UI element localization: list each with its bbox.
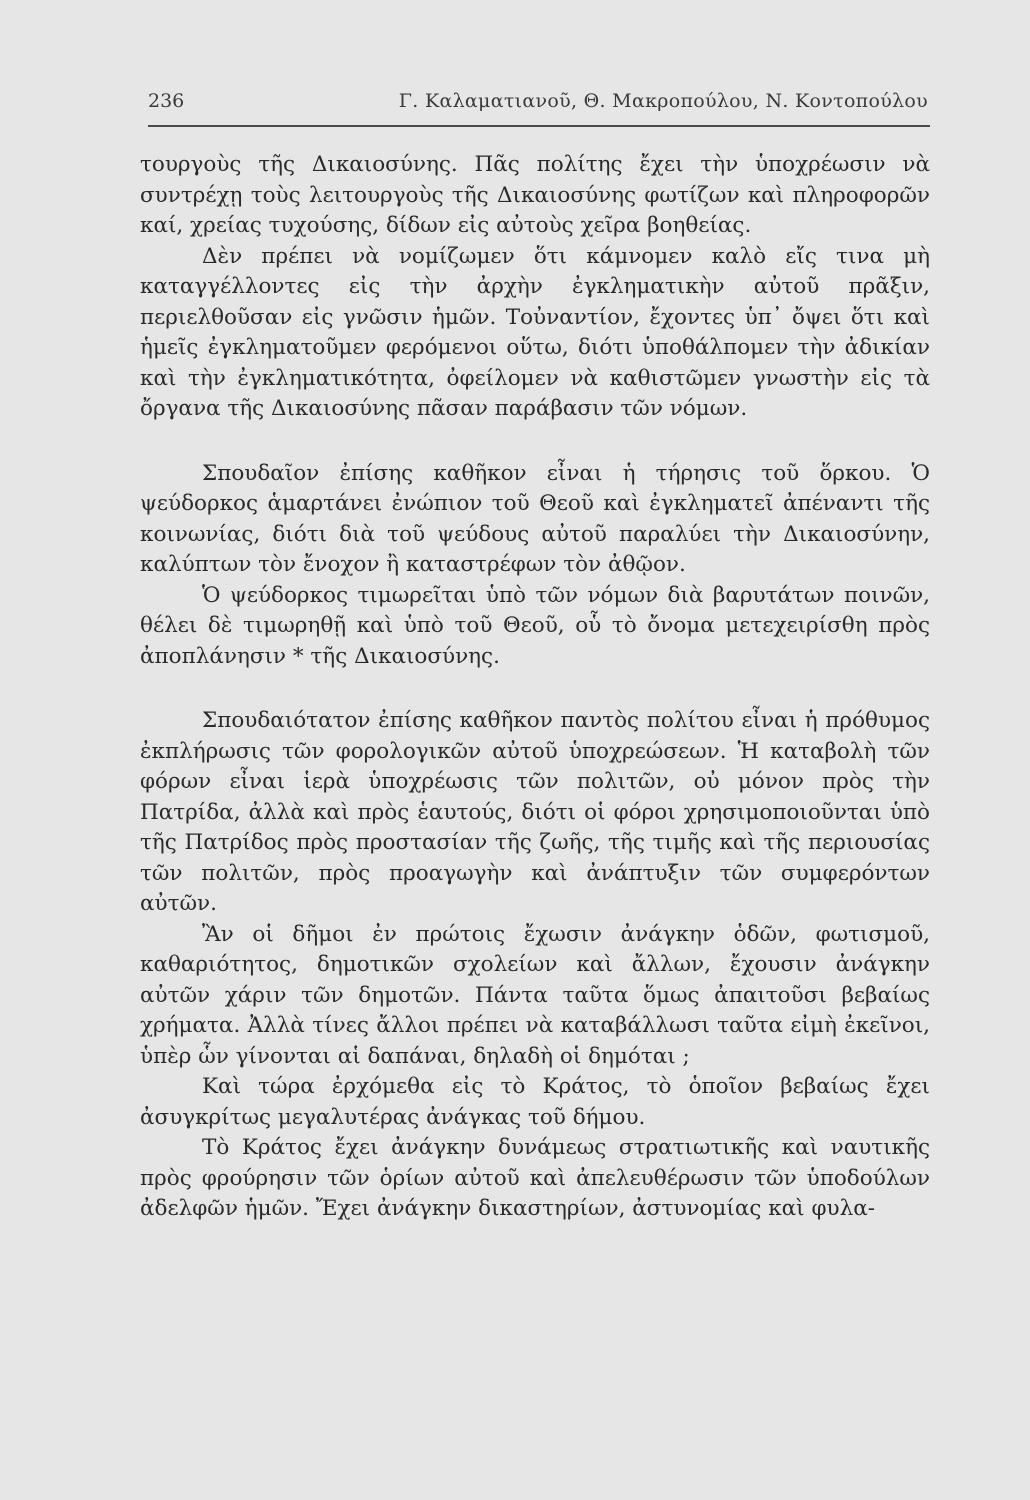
paragraph: Δὲν πρέπει νὰ νομίζωμεν ὅτι κάμνομεν καλὸ εἴς τινα μὴ καταγγέλλοντες εἰς τὴν ἀρχὴν ἐγκληματικὴν αὐτοῦ πρᾶξιν, περιελθοῦσαν εἰς γνῶσιν ἡμῶν. Τοὐναντίον, ἔχοντες ὑπ᾿ ὄψει ὅτι καὶ ἡμεῖς ἐγκληματοῦμεν φερόμενοι οὕτω, διότι ὑποθάλπομεν τὴν ἀδικίαν καὶ τὴν ἐγκληματικότητα, ὀφείλομεν νὰ καθιστῶμεν γνωστὴν εἰς τὰ ὄργανα τῆς Δικαιοσύνης πᾶσαν παράβασιν τῶν νόμων. xyxy=(140,243,930,421)
header-rule xyxy=(148,125,930,127)
paragraph: Καὶ τώρα ἐρχόμεθα εἰς τὸ Κράτος, τὸ ὁποῖον βεβαίως ἔχει ἀσυγκρίτως μεγαλυτέρας ἀνάγκας τοῦ δήμου. xyxy=(140,1074,930,1130)
paragraph: Σπουδαῖον ἐπίσης καθῆκον εἶναι ἡ τήρησις τοῦ ὅρκου. Ὁ ψεύδορκος ἁμαρτάνει ἐνώπιον τοῦ Θεοῦ καὶ ἐγκληματεῖ ἀπέναντι τῆς κοινωνίας, διότι διὰ τοῦ ψεύδους αὐτοῦ παραλύει τὴν Δικαιοσύνην, καλύπτων τὸν ἔνοχον ἢ καταστρέφων τὸν ἀθῷον. xyxy=(140,460,930,577)
running-head: Γ. Καλαματιανοῦ, Θ. Μακροπούλου, Ν. Κοντοπούλου xyxy=(398,90,928,112)
page-header xyxy=(148,90,928,122)
paragraph: Ὁ ψεύδορκος τιμωρεῖται ὑπὸ τῶν νόμων διὰ βαρυτάτων ποινῶν, θέλει δὲ τιμωρηθῇ καὶ ὑπὸ τοῦ Θεοῦ, οὗ τὸ ὄνομα μετεχειρίσθη πρὸς ἀποπλάνησιν * τῆς Δικαιοσύνης. xyxy=(140,582,930,669)
paragraph-continuation: τουργοὺς τῆς Δικαιοσύνης. Πᾶς πολίτης ἔχει τὴν ὑποχρέωσιν νὰ συντρέχῃ τοὺς λειτουργοὺς τῆς Δικαιοσύνης φωτίζων καὶ πληροφορῶν καί, χρείας τυχούσης, δίδων εἰς αὐτοὺς χεῖρα βοηθείας. xyxy=(140,152,930,238)
paragraph: Ἂν οἱ δῆμοι ἐν πρώτοις ἔχωσιν ἀνάγκην ὁδῶν, φωτισμοῦ, καθαριότητος, δημοτικῶν σχολείων καὶ ἄλλων, ἔχουσιν ἀνάγκην αὐτῶν χάριν τῶν δημοτῶν. Πάντα ταῦτα ὅμως ἀπαιτοῦσι βεβαίως χρήματα. Ἀλλὰ τίνες ἄλλοι πρέπει νὰ καταβάλλωσι ταῦτα εἰμὴ ἐκεῖνοι, ὑπὲρ ὧν γίνονται αἱ δαπάναι, δηλαδὴ οἱ δημόται ; xyxy=(140,921,930,1069)
body-text xyxy=(140,150,930,1225)
page-number: 236 xyxy=(148,90,185,112)
paragraph: Τὸ Κράτος ἔχει ἀνάγκην δυνάμεως στρατιωτικῆς καὶ ναυτικῆς πρὸς φρούρησιν τῶν ὁρίων αὐτοῦ καὶ ἀπελευθέρωσιν τῶν ὑποδούλων ἀδελφῶν ἡμῶν. Ἔχει ἀνάγκην δικαστηρίων, ἀστυνομίας καὶ φυλα- xyxy=(140,1135,930,1221)
paragraph: Σπουδαιότατον ἐπίσης καθῆκον παντὸς πολίτου εἶναι ἡ πρόθυμος ἐκπλήρωσις τῶν φορολογικῶν αὐτοῦ ὑποχρεώσεων. Ἡ καταβολὴ τῶν φόρων εἶναι ἱερὰ ὑποχρέωσις τῶν πολιτῶν, οὐ μόνον πρὸς τὴν Πατρίδα, ἀλλὰ καὶ πρὸς ἑαυτούς, διότι οἱ φόροι χρησιμοποιοῦνται ὑπὸ τῆς Πατρίδος πρὸς προστασίαν τῆς ζωῆς, τῆς τιμῆς καὶ τῆς περιουσίας τῶν πολιτῶν, πρὸς προαγωγὴν καὶ ἀνάπτυξιν τῶν συμφερόντων αὐτῶν. xyxy=(140,708,930,916)
